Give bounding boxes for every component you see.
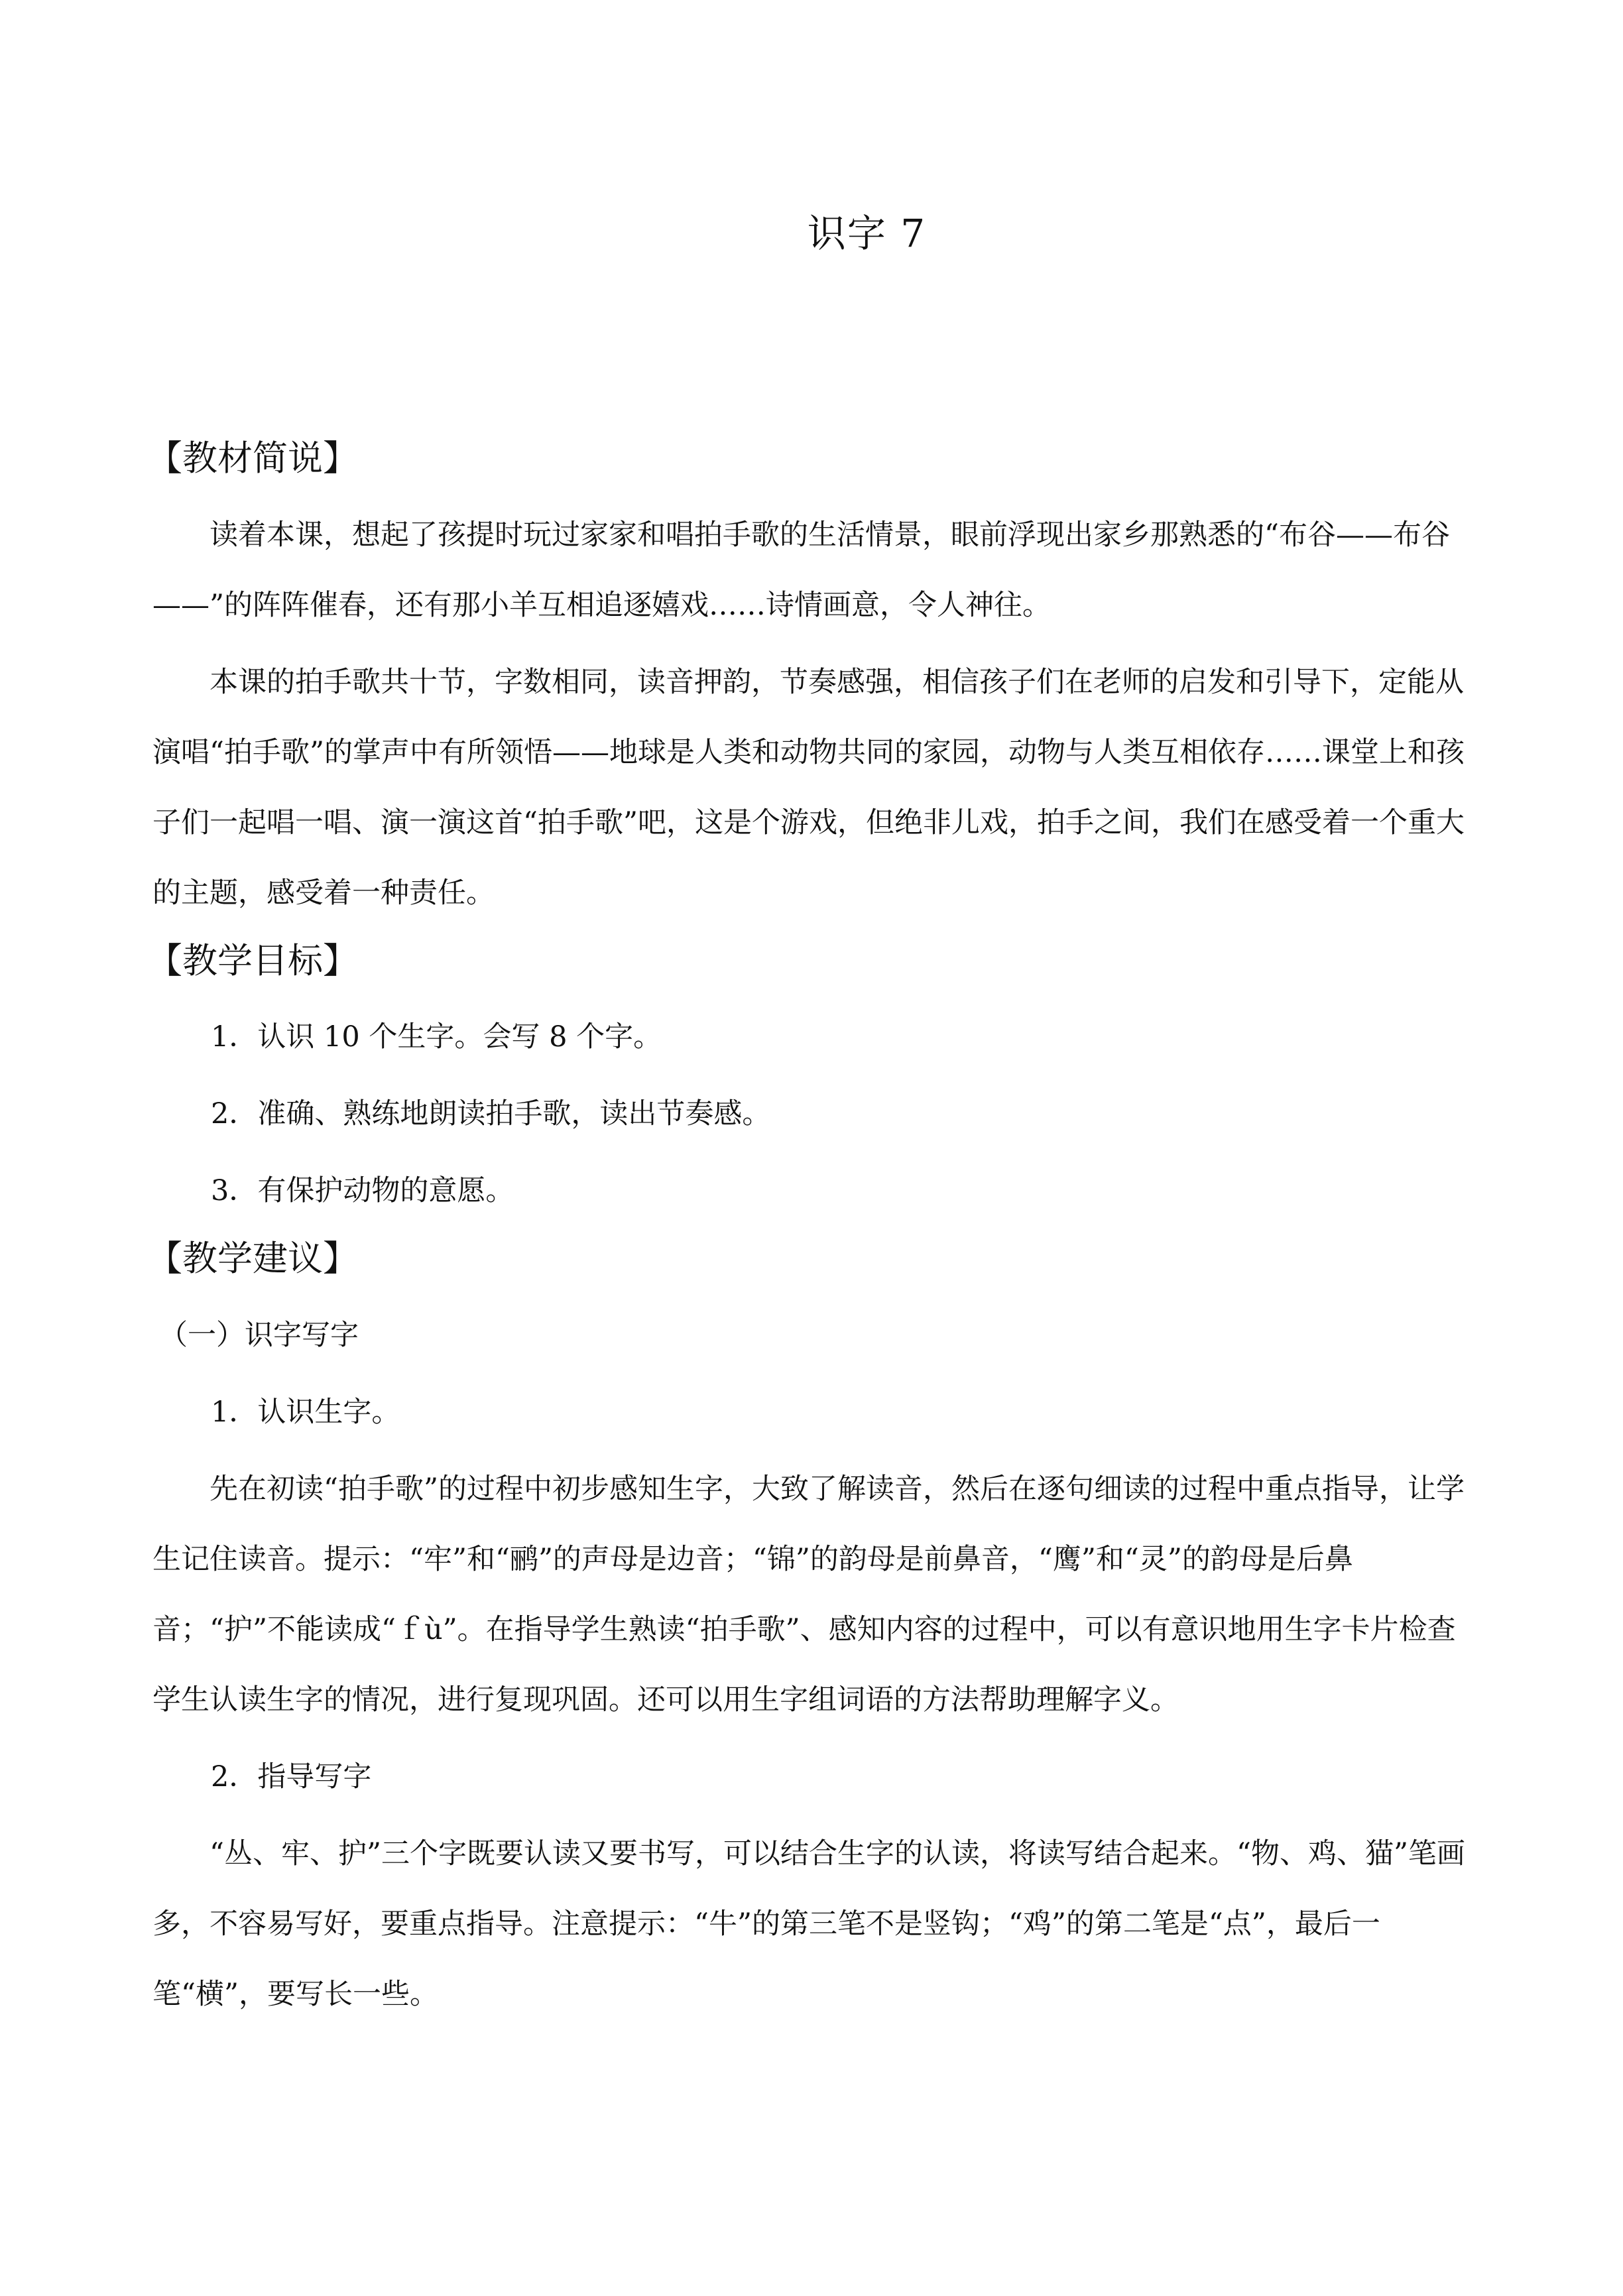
section-heading-teaching-goals: 【教学目标】 xyxy=(147,940,358,981)
goal-item-3: 3．有保护动物的意愿。 xyxy=(211,1174,514,1208)
document-title: 识字 7 xyxy=(807,211,927,256)
subheading-literacy-writing: （一）识字写字 xyxy=(159,1318,359,1352)
document-body xyxy=(147,438,1478,2036)
intro-paragraph-2: 本课的拍手歌共十节，字数相同，读音押韵，节奏感强，相信孩子们在老师的启发和引导下，定能从演唱“拍手歌”的掌声中有所领悟——地球是人类和动物共同的家园，动物与人类互相依存……课堂上和孩子们一起唱一唱、演一演这首“拍手歌”吧，这是个游戏，但绝非儿戏，拍手之间，我们在感受着一个重大的主题，感受着一种责任。 xyxy=(152,665,1465,910)
step-2-paragraph: “丛、牢、护”三个字既要认读又要书写，可以结合生字的认读，将读写结合起来。“物、鸡、猫”笔画多，不容易写好，要重点指导。注意提示：“牛”的第三笔不是竖钩；“鸡”的第二笔是“点”，最后一笔“横”，要写长一些。 xyxy=(152,1837,1465,2011)
step-1-title: 1．认识生字。 xyxy=(211,1395,400,1429)
goal-item-1: 1．认识 10 个生字。会写 8 个字。 xyxy=(211,1020,662,1054)
section-heading-textbook-intro: 【教材简说】 xyxy=(147,438,358,479)
step-2-title: 2．指导写字 xyxy=(211,1760,372,1793)
intro-paragraph-1: 读着本课，想起了孩提时玩过家家和唱拍手歌的生活情景，眼前浮现出家乡那熟悉的“布谷——布谷——”的阵阵催春，还有那小羊互相追逐嬉戏……诗情画意，令人神往。 xyxy=(152,518,1450,622)
section-heading-teaching-suggestions: 【教学建议】 xyxy=(147,1239,358,1280)
step-1-paragraph: 先在初读“拍手歌”的过程中初步感知生字，大致了解读音，然后在逐句细读的过程中重点指导，让学生记住读音。提示：“牢”和“鹂”的声母是边音；“锦”的韵母是前鼻音，“鹰”和“灵”的韵母是后鼻音；“护”不能读成“ｆù”。在指导学生熟读“拍手歌”、感知内容的过程中，可以有意识地用生字卡片检查学生认读生字的情况，进行复现巩固。还可以用生字组词语的方法帮助理解字义。 xyxy=(152,1472,1465,1717)
goal-item-2: 2．准确、熟练地朗读拍手歌，读出节奏感。 xyxy=(211,1097,771,1131)
